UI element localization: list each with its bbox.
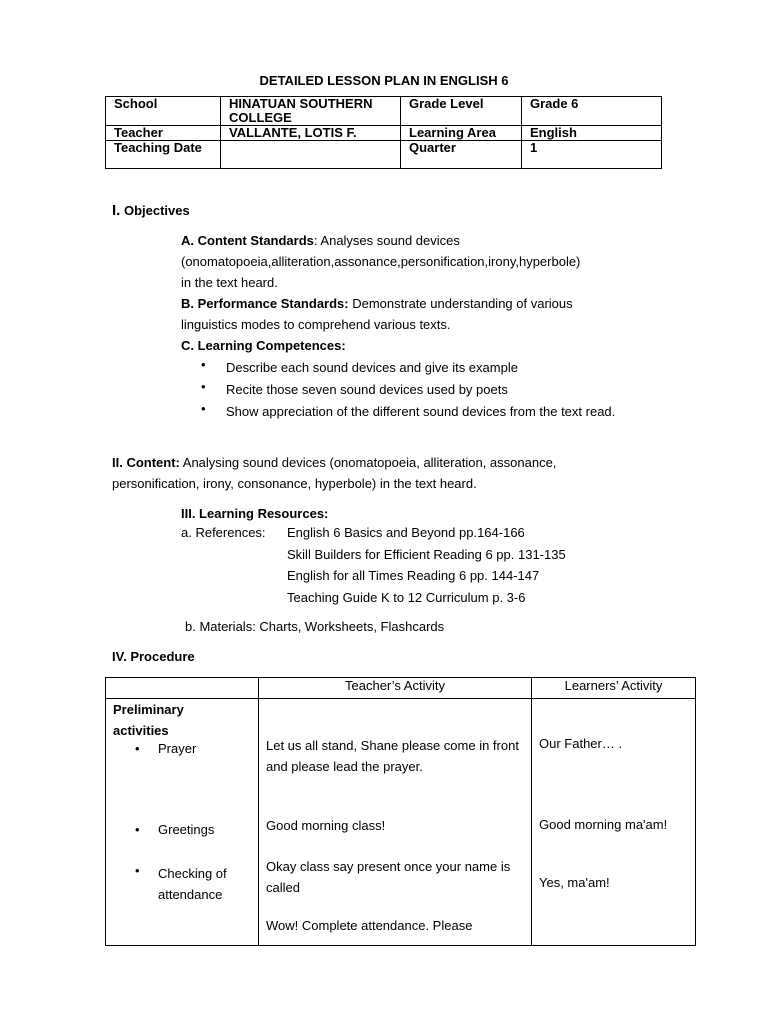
objectives-heading-text: Objectives bbox=[120, 203, 190, 218]
teacher-line: Okay class say present once your name is called bbox=[266, 859, 511, 895]
teacher-line: Let us all stand, Shane please come in front and please lead the prayer. bbox=[266, 738, 519, 774]
procedure-heading: IV. Procedure bbox=[112, 649, 195, 664]
lesson-info-table bbox=[105, 96, 662, 169]
reference-item: Teaching Guide K to 12 Curriculum p. 3-6 bbox=[287, 590, 526, 605]
learners-activity-header: Learners’ Activity bbox=[532, 678, 696, 699]
performance-standards-line2: linguistics modes to comprehend various texts. bbox=[181, 317, 451, 332]
teaching-date-value bbox=[221, 141, 401, 169]
learner-line: Our Father… . bbox=[539, 736, 623, 751]
procedure-header-empty bbox=[106, 678, 259, 699]
references-prefix: a. References: bbox=[181, 525, 266, 540]
learning-area-label: Learning Area bbox=[401, 126, 522, 141]
learning-area-value: English bbox=[522, 126, 662, 141]
preliminary-label: Preliminary activities bbox=[113, 702, 184, 738]
reference-item: English for all Times Reading 6 pp. 144-147 bbox=[287, 568, 540, 583]
bullet-icon: • bbox=[135, 741, 140, 756]
teacher-activity-cell bbox=[259, 699, 532, 946]
competence-text: Recite those seven sound devices used by poets bbox=[226, 382, 508, 397]
school-label: School bbox=[106, 97, 221, 126]
performance-standards-text: Demonstrate understanding of various bbox=[348, 296, 573, 311]
teacher-label: Teacher bbox=[106, 126, 221, 141]
content-standards-line2: (onomatopoeia,alliteration,assonance,personification,irony,hyperbole) bbox=[181, 254, 581, 269]
learning-competences-label: C. Learning Competences: bbox=[181, 338, 346, 353]
bullet-icon: • bbox=[201, 357, 206, 372]
quarter-value: 1 bbox=[522, 141, 662, 169]
step-greetings: Greetings bbox=[158, 822, 215, 837]
content-section bbox=[112, 452, 672, 494]
step-prayer: Prayer bbox=[158, 741, 197, 756]
grade-level-label: Grade Level bbox=[401, 97, 522, 126]
resources-heading: III. Learning Resources: bbox=[181, 506, 329, 521]
objectives-heading bbox=[112, 202, 190, 219]
school-value: HINATUAN SOUTHERN COLLEGE bbox=[221, 97, 401, 126]
competence-text: Show appreciation of the different sound devices from the text read. bbox=[226, 404, 616, 419]
bullet-icon: • bbox=[135, 863, 140, 878]
content-standards-line3: in the text heard. bbox=[181, 275, 278, 290]
reference-item: Skill Builders for Efficient Reading 6 pp. 131-135 bbox=[287, 547, 566, 562]
teacher-value: VALLANTE, LOTIS F. bbox=[221, 126, 401, 141]
step-checking-attendance: Checking of attendance bbox=[158, 866, 227, 902]
performance-standards-label: B. Performance Standards: bbox=[181, 296, 349, 311]
content-standards-label: A. Content Standards bbox=[181, 233, 314, 248]
learner-line: Good morning ma'am! bbox=[539, 817, 668, 832]
quarter-label: Quarter bbox=[401, 141, 522, 169]
bullet-icon: • bbox=[201, 379, 206, 394]
teacher-activity-header: Teacher’s Activity bbox=[259, 678, 532, 699]
teacher-line: Wow! Complete attendance. Please bbox=[266, 918, 473, 933]
objectives-body bbox=[181, 230, 681, 356]
grade-level-value: Grade 6 bbox=[522, 97, 662, 126]
procedure-steps-cell bbox=[106, 699, 259, 946]
objectives-numeral: I. bbox=[112, 202, 121, 219]
learners-activity-cell bbox=[532, 699, 696, 946]
learner-line: Yes, ma'am! bbox=[539, 875, 610, 890]
teacher-line: Good morning class! bbox=[266, 818, 386, 833]
teaching-date-label: Teaching Date bbox=[106, 141, 221, 169]
competence-text: Describe each sound devices and give its example bbox=[226, 360, 518, 375]
content-text: Analysing sound devices (onomatopoeia, alliteration, assonance, bbox=[179, 455, 557, 470]
procedure-table bbox=[105, 677, 696, 946]
bullet-icon: • bbox=[135, 822, 140, 837]
content-standards-text: : Analyses sound devices bbox=[313, 233, 460, 248]
materials: b. Materials: Charts, Worksheets, Flashcards bbox=[185, 619, 445, 634]
reference-item: English 6 Basics and Beyond pp.164-166 bbox=[287, 525, 525, 540]
content-label: II. Content: bbox=[112, 455, 180, 470]
content-line2: personification, irony, consonance, hyperbole) in the text heard. bbox=[112, 476, 477, 491]
document-title: DETAILED LESSON PLAN IN ENGLISH 6 bbox=[259, 73, 509, 88]
bullet-icon: • bbox=[201, 401, 206, 416]
